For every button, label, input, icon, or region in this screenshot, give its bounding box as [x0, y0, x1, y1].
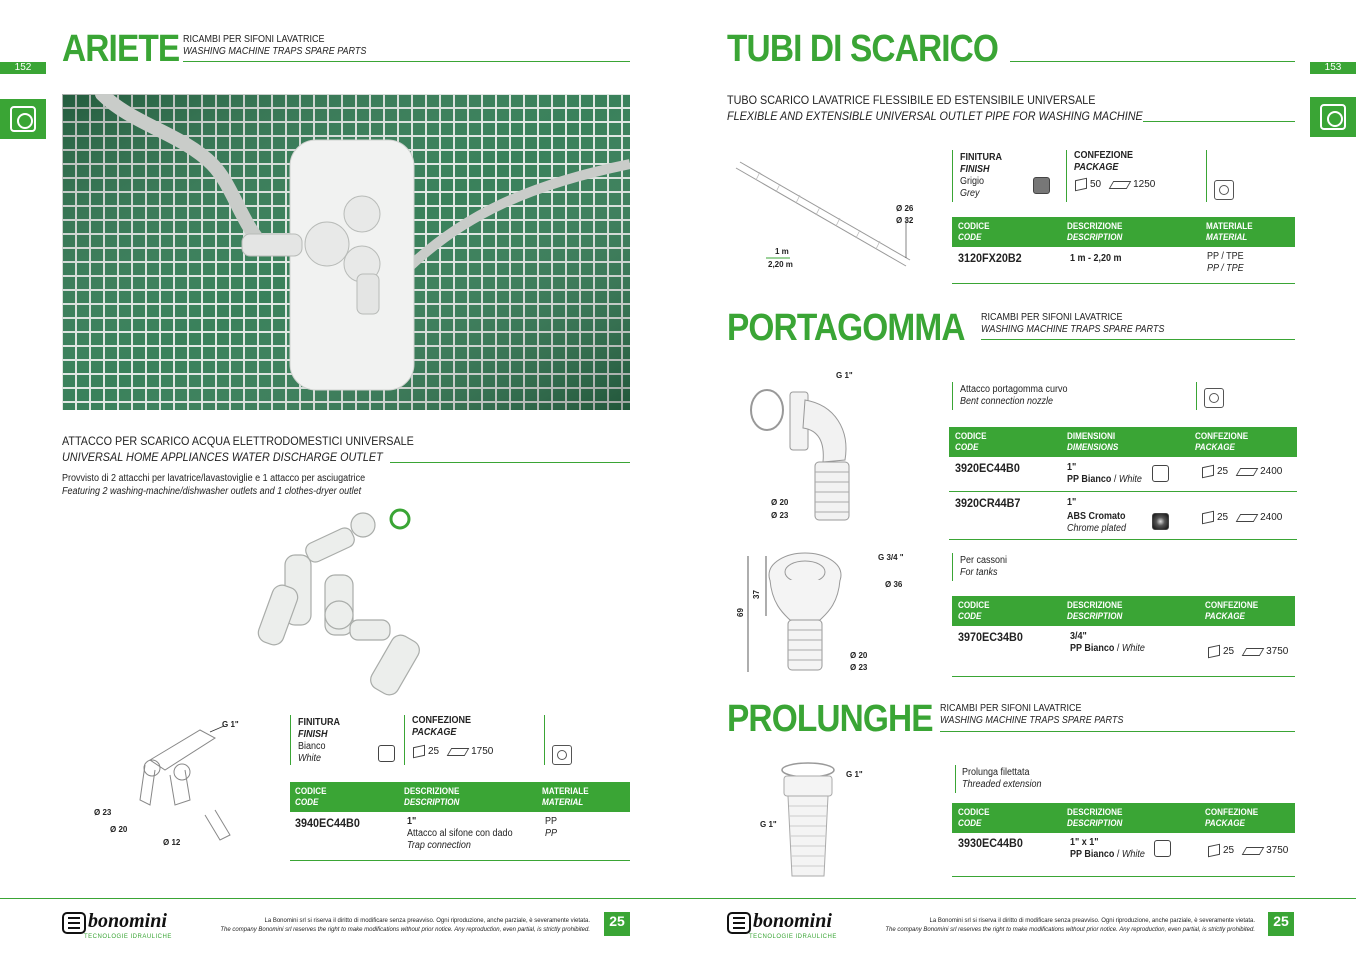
page-number-right: 153 — [1310, 62, 1356, 74]
dim-label: Ø 20 — [771, 498, 789, 507]
note-bent-nozzle: Attacco portagomma curvo Bent connection nozzle — [960, 384, 1068, 407]
divider — [952, 382, 953, 410]
logo-mark-icon — [727, 912, 751, 934]
table-header: CODICE CODE DESCRIZIONE DESCRIPTION MATERIALE MATERIAL — [290, 782, 630, 812]
divider — [952, 150, 953, 202]
table-row-divider — [952, 676, 1295, 677]
disclaimer-right: La Bonomini srl si riserva il diritto di modificare senza preavviso. Ogni riproduzione, anche parziale, è severamente vietata. The company Bonomini srl reserves the right to make modifications without prior notice. Any reproduction, even partial, is strictly prohibited. — [885, 918, 1255, 933]
logo-right — [727, 910, 857, 940]
table-header: CODICE CODE DESCRIZIONE DESCRIPTION CONFEZIONE PACKAGE — [952, 596, 1295, 626]
divider — [390, 462, 630, 463]
box-icon — [1202, 511, 1214, 525]
table-row-divider — [949, 491, 1297, 492]
dim-label: Ø 23 — [94, 808, 112, 817]
package-quantities: 25 2400 — [1202, 466, 1282, 477]
finish-swatch-white — [378, 745, 395, 762]
divider — [404, 715, 405, 765]
box-icon — [1202, 465, 1214, 479]
anniversary-badge: 25 — [604, 912, 630, 936]
technical-drawing-portagomma-bent — [745, 380, 860, 525]
technical-drawing-ariete — [120, 720, 260, 860]
product-dimensions: 1" PP Bianco / White — [1067, 462, 1142, 485]
product-description: 1" x 1" PP Bianco / White — [1070, 837, 1145, 860]
dim-label: Ø 12 — [163, 838, 181, 847]
logo-subtitle: TECNOLOGIE IDRAULICHE — [84, 934, 172, 940]
subtitle-ariete: RICAMBI PER SIFONI LAVATRICE WASHING MACHINE TRAPS SPARE PARTS — [183, 34, 367, 57]
finish-swatch-grey — [1033, 177, 1050, 194]
logo-text: bonomini — [753, 910, 832, 932]
washing-machine-icon — [10, 106, 36, 132]
table-header: CODICE CODE DIMENSIONI DIMENSIONS CONFEZIONE PACKAGE — [949, 427, 1297, 457]
product-code: 3930EC44B0 — [958, 836, 1023, 850]
table-row-divider — [949, 539, 1297, 540]
product-description: 1" Attacco al sifone con dado Trap connection — [407, 816, 513, 851]
pallet-icon — [1236, 468, 1259, 476]
divider — [183, 61, 630, 62]
dim-label: Ø 20 — [110, 825, 128, 834]
washing-machine-icon — [1204, 388, 1224, 408]
dim-label: 69 — [735, 608, 745, 617]
divider — [1143, 121, 1295, 122]
title-portagomma: PORTAGOMMA — [727, 307, 965, 349]
dim-label: 37 — [751, 590, 761, 599]
anniversary-badge: 25 — [1268, 912, 1294, 936]
finish-swatch-white — [1152, 465, 1169, 482]
note-for-tanks: Per cassoni For tanks — [960, 555, 1008, 578]
footer-divider — [0, 898, 1356, 899]
product-render-ariete — [255, 505, 435, 705]
table-header: CODICE CODE DESCRIZIONE DESCRIPTION MATERIALE MATERIAL — [952, 217, 1295, 247]
dim-label: Ø 36 — [885, 580, 903, 589]
dim-label: G 3/4 " — [878, 553, 904, 562]
product-material: PP / TPE PP / TPE — [1207, 251, 1244, 274]
divider — [940, 731, 1295, 732]
dim-label: G 1" — [846, 770, 863, 779]
product-code: 3120FX20B2 — [958, 251, 1022, 265]
heading-tubi: TUBO SCARICO LAVATRICE FLESSIBILE ED ESTENSIBILE UNIVERSALE FLEXIBLE AND EXTENSIBLE UNIVERSAL OUTLET PIPE FOR WASHING MACHINE — [727, 93, 1143, 123]
dim-label: Ø 20 — [850, 651, 868, 660]
divider — [981, 339, 1295, 340]
product-description: 3/4" PP Bianco / White — [1070, 631, 1145, 654]
logo-mark-icon — [62, 912, 86, 934]
table-row-divider — [290, 860, 630, 861]
title-prolunghe: PROLUNGHE — [727, 698, 933, 740]
note-threaded-extension: Prolunga filettata Threaded extension — [962, 767, 1042, 790]
table-row-divider — [952, 876, 1295, 877]
package-quantities: 25 1750 — [413, 746, 493, 757]
package-quantities: 50 1250 — [1075, 179, 1155, 190]
subtitle-portagomma: RICAMBI PER SIFONI LAVATRICE WASHING MACHINE TRAPS SPARE PARTS — [981, 312, 1165, 335]
dim-label: G 1" — [760, 820, 777, 829]
finish-block: FINITURA FINISH Bianco White — [298, 717, 341, 764]
box-icon — [1208, 844, 1220, 858]
finish-block: FINITURA FINISH Grigio Grey — [960, 152, 1003, 199]
divider — [1206, 150, 1207, 202]
logo-text: bonomini — [88, 910, 167, 932]
box-icon — [1075, 178, 1087, 192]
pallet-icon — [1242, 847, 1265, 855]
package-quantities: 25 2400 — [1202, 512, 1282, 523]
package-quantities: 25 3750 — [1208, 845, 1288, 856]
dim-label: G 1" — [836, 371, 853, 380]
technical-drawing-tubo — [730, 158, 920, 278]
page-number-left: 152 — [0, 62, 46, 74]
dim-label: 2,20 m — [768, 260, 793, 269]
dim-label: G 1" — [222, 720, 239, 729]
logo-left — [62, 910, 192, 940]
washing-machine-icon — [1320, 104, 1346, 130]
divider — [1196, 382, 1197, 410]
product-code: 3940EC44B0 — [295, 816, 360, 830]
category-icon-box — [0, 99, 46, 139]
pallet-icon — [447, 748, 470, 756]
washing-machine-icon — [1214, 180, 1234, 200]
product-code: 3920EC44B0 — [955, 461, 1020, 475]
pallet-icon — [1242, 648, 1265, 656]
divider — [1066, 150, 1067, 202]
title-ariete: ARIETE — [62, 28, 180, 70]
package-block: CONFEZIONE PACKAGE — [1074, 150, 1134, 173]
description-ariete: Provvisto di 2 attacchi per lavatrice/lavastoviglie e 1 attacco per asciugatrice Featuring 2 washing-machine/dishwasher outlets and 1 clothes-dryer outlet — [62, 473, 366, 497]
product-photo-ariete — [62, 94, 630, 410]
logo-subtitle: TECNOLOGIE IDRAULICHE — [749, 934, 837, 940]
dim-label: Ø 32 — [896, 216, 914, 225]
technical-drawing-prolunga — [770, 760, 850, 880]
box-icon — [1208, 645, 1220, 659]
product-dimensions: 1" ABS Cromato Chrome plated — [1067, 497, 1127, 534]
disclaimer-left: La Bonomini srl si riserva il diritto di modificare senza preavviso. Ogni riproduzione, anche parziale, è severamente vietata. The company Bonomini srl reserves the right to make modifications without prior notice. Any reproduction, even partial, is strictly prohibited. — [220, 918, 590, 933]
product-material: PP PP — [545, 816, 558, 839]
product-description: 1 m - 2,20 m — [1070, 253, 1122, 264]
table-header: CODICE CODE DESCRIZIONE DESCRIPTION CONFEZIONE PACKAGE — [952, 803, 1295, 833]
pallet-icon — [1109, 181, 1132, 189]
divider — [290, 715, 291, 765]
title-tubi: TUBI DI SCARICO — [727, 28, 999, 70]
divider — [1010, 61, 1295, 62]
washing-machine-icon — [552, 745, 572, 765]
divider — [544, 715, 545, 765]
dim-label: 1 m — [775, 247, 789, 256]
subtitle-prolunghe: RICAMBI PER SIFONI LAVATRICE WASHING MACHINE TRAPS SPARE PARTS — [940, 703, 1124, 726]
box-icon — [413, 745, 425, 759]
product-code: 3920CR44B7 — [955, 496, 1021, 510]
package-block: CONFEZIONE PACKAGE — [412, 715, 472, 738]
divider — [955, 765, 956, 793]
pallet-icon — [1236, 514, 1259, 522]
product-code: 3970EC34B0 — [958, 630, 1023, 644]
table-row-divider — [952, 283, 1295, 284]
finish-swatch-chrome — [1152, 513, 1169, 530]
dim-label: Ø 23 — [771, 511, 789, 520]
divider — [952, 553, 953, 581]
category-icon-box — [1310, 97, 1356, 137]
dim-label: Ø 26 — [896, 204, 914, 213]
heading-ariete: ATTACCO PER SCARICO ACQUA ELETTRODOMESTICI UNIVERSALE UNIVERSAL HOME APPLIANCES WATER DISCHARGE OUTLET — [62, 434, 414, 464]
package-quantities: 25 3750 — [1208, 646, 1288, 657]
finish-swatch-white — [1154, 840, 1171, 857]
dim-label: Ø 23 — [850, 663, 868, 672]
